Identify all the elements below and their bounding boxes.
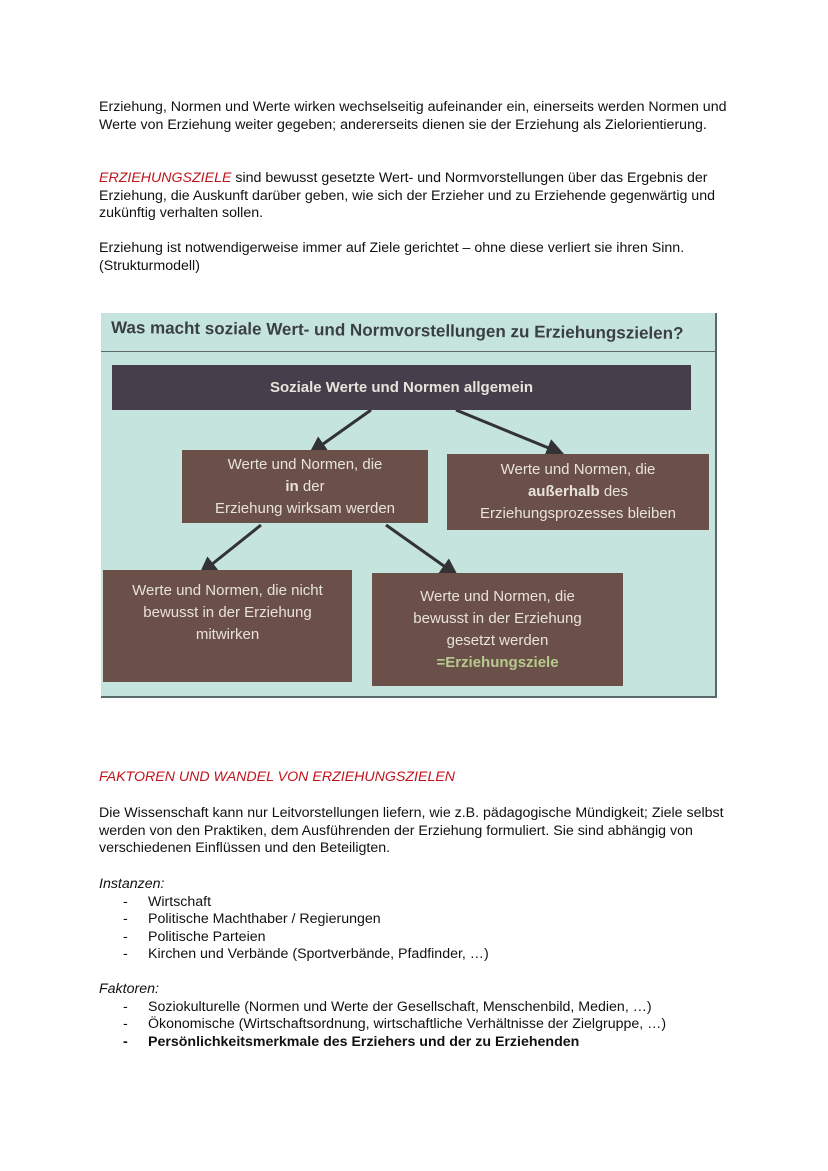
box-line	[447, 481, 709, 503]
list-item: - Wirtschaft	[99, 894, 739, 912]
instanzen-block	[99, 876, 739, 964]
box-line: gesetzt werden	[446, 631, 549, 649]
list-item: - Persönlichkeitsmerkmale des Erziehers und der zu Erziehenden	[99, 1034, 739, 1052]
box-values-outside-education	[447, 454, 709, 530]
box-line: Erziehungsprozesses bleiben	[480, 505, 676, 522]
box-line: Werte und Normen, die	[227, 455, 383, 473]
factors-paragraph: Die Wissenschaft kann nur Leitvorstellungen liefern, wie z.B. pädagogische Mündigkeit; Ziele selbst werden von den Praktiken, dem Ausführenden der Erziehung formuliert. Sie sind abhängig von verschiedenen Einflüssen und den Beteiligten.	[99, 805, 724, 857]
arrow	[386, 525, 451, 571]
emphasis: außerhalb	[527, 483, 600, 500]
section-heading: FAKTOREN UND WANDEL VON ERZIEHUNGSZIELEN	[99, 769, 456, 785]
box-line: Werte und Normen, die	[500, 461, 656, 478]
intro-paragraph-2	[99, 170, 739, 223]
box-conscious-values	[372, 573, 623, 686]
list-item: - Soziokulturelle (Normen und Werte der Gesellschaft, Menschenbild, Medien, …)	[99, 999, 739, 1017]
list-item: - Kirchen und Verbände (Sportverbände, Pfadfinder, …)	[99, 946, 739, 964]
box-line: Werte und Normen, die	[420, 587, 575, 605]
box-unconscious-values	[103, 570, 352, 682]
box-line: Werte und Normen, die nicht	[132, 582, 323, 599]
box-text: der	[298, 477, 325, 495]
faktoren-list	[99, 999, 739, 1052]
diagram-title: Was macht soziale Wert- und Normvorstellungen zu Erziehungszielen?	[110, 318, 684, 343]
box-values-in-education	[182, 450, 428, 523]
result-erziehungsziele: =Erziehungsziele	[436, 653, 559, 671]
instanzen-list	[99, 894, 739, 964]
box-text: des	[599, 483, 629, 500]
faktoren-block	[99, 981, 739, 1051]
faktoren-label: Faktoren:	[99, 981, 159, 997]
list-item: - Politische Machthaber / Regierungen	[99, 911, 739, 929]
intro-paragraph-3: Erziehung ist notwendigerweise immer auf Ziele gerichtet – ohne diese verliert sie ihren Sinn. (Strukturmodell)	[99, 240, 685, 274]
definition-text: sind bewusst gesetzte Wert- und Normvorstellungen über das Ergebnis der Erziehung, die Auskunft darüber geben, wie sich der Erzieher und zu Erziehende gegenwärtig und zukünftig verhalten sollen.	[99, 170, 715, 222]
arrow	[316, 410, 371, 449]
term-erziehungsziele: ERZIEHUNGSZIELE	[99, 170, 232, 186]
emphasis: in	[285, 477, 299, 495]
list-item: - Ökonomische (Wirtschaftsordnung, wirtschaftliche Verhältnisse der Zielgruppe, …)	[99, 1016, 739, 1034]
diagram-photo	[101, 313, 717, 698]
list-item: - Politische Parteien	[99, 929, 739, 947]
box-line: bewusst in der Erziehung	[413, 609, 582, 627]
intro-paragraph-1: Erziehung, Normen und Werte wirken wechselseitig aufeinander ein, einerseits werden Normen und Werte von Erziehung weiter gegeben; andererseits dienen sie der Erziehung als Zielorientierung.	[99, 99, 727, 133]
box-line	[182, 476, 428, 498]
arrow	[206, 525, 261, 569]
arrow	[456, 410, 556, 451]
instanzen-label: Instanzen:	[99, 876, 165, 892]
box-line: mitwirken	[195, 626, 260, 643]
box-line: Erziehung wirksam werden	[214, 499, 396, 517]
box-social-values: Soziale Werte und Normen allgemein	[112, 365, 691, 410]
box-line: bewusst in der Erziehung	[143, 604, 312, 621]
